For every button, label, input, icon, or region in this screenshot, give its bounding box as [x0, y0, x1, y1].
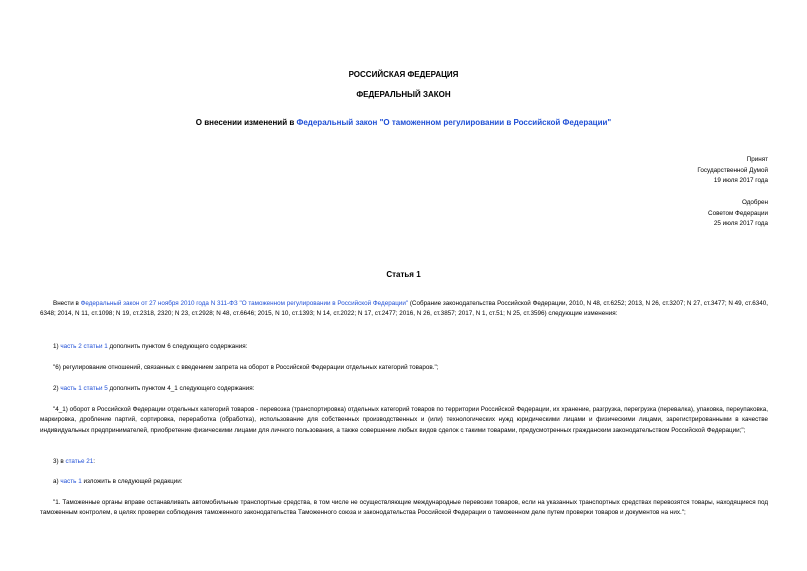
item2-link[interactable]: часть 1 статьи 5 [60, 385, 108, 392]
accepted-line3: 19 июля 2017 года [713, 177, 768, 184]
accepted-line2: Государственной Думой [697, 166, 768, 174]
item1-prefix: 1) [53, 343, 61, 350]
item1-rest: дополнить пунктом 6 следующего содержания: [107, 343, 248, 350]
doc-type-heading: ФЕДЕРАЛЬНЫЙ ЗАКОН [356, 90, 451, 99]
item1-link[interactable]: часть 2 статьи 1 [60, 343, 108, 350]
item-2 [40, 384, 768, 394]
item3a-link[interactable]: часть 1 [60, 478, 82, 485]
item-2-quote: "4_1) оборот в Российской Федерации отдельных категорий товаров - перевозка (транспортировка) отдельных категорий товаров по территории Российской Федерации, их хранение, разгрузка, перегрузка (перевалка), упаковка, переупаковка, маркировка, дробление партий, сортировка, переработка (обработка), использование для собственных производственных и (или) технологических нужд юридическими лицами и физическими лицами, зарегистрированными в качестве индивидуальных предпринимателей, приобретение физическими лицами для личного пользования, а также совершение любых видов сделок с такими товарами, предусмотренных гражданским законодательством Российской Федерации;"; [40, 406, 768, 434]
law-title-link[interactable]: Федеральный закон "О таможенном регулировании в Российской Федерации" [296, 118, 612, 127]
approved-block [708, 198, 768, 230]
item3a-rest: изложить в следующей редакции: [81, 478, 183, 485]
law-title-prefix: О внесении изменений в [195, 118, 297, 127]
country-heading: РОССИЙСКАЯ ФЕДЕРАЦИЯ [348, 70, 459, 79]
item-3a [40, 477, 768, 487]
item-1 [40, 342, 768, 352]
item-3a-quote: "1. Таможенные органы вправе останавливать автомобильные транспортные средства, в том числе не осуществляющие международные перевозки товаров, если на указанных транспортных средствах перевозятся товары, находящиеся под таможенным контролем, в целях проверки соблюдения таможенного законодательства Таможенного союза и законодательства Российской Федерации о таможенном деле путем проверки товаров и документов на них."; [40, 499, 768, 517]
article-intro [40, 299, 768, 320]
approved-line1: Одобрен [741, 199, 768, 206]
intro-prefix: Внести в [53, 300, 81, 307]
item3a-prefix: а) [53, 478, 61, 485]
item-3 [40, 457, 768, 467]
item3-prefix: 3) в [53, 458, 66, 465]
intro-link[interactable]: Федеральный закон от 27 ноября 2010 года N 311-ФЗ "О таможенном регулировании в Российской Федерации" [80, 300, 409, 307]
item2-rest: дополнить пунктом 4_1 следующего содержания: [107, 385, 255, 392]
item2-prefix: 2) [53, 385, 61, 392]
accepted-block [697, 155, 768, 187]
intro-rest: (Собрание законодательства Российской Федерации, 2010, N 48, ст.6252; 2013, N 26, ст.3207; N 27, ст.3477; N 49, ст.6340, 6348; 2014, N 11, ст.1098; N 19, ст.2318, 2320; N 23, ст.2928; N 48, ст.6646; 2015, N 10, ст.1393; N 14, ст.2022; N 17, ст.2477; 2016, N 26, ст.3857; 2017, N 1, ст.51; N 25, ст.3596) следующие изменения: [40, 300, 768, 318]
approved-line2: Советом Федерации [708, 209, 768, 217]
item3-rest: : [93, 458, 95, 465]
accepted-line1: Принят [746, 156, 768, 163]
law-title [0, 118, 807, 127]
item-1-quote: "6) регулирование отношений, связанных с введением запрета на оборот в Российской Федерации отдельных категорий товаров."; [53, 364, 439, 371]
item3-link[interactable]: статье 21 [65, 458, 94, 465]
article-title: Статья 1 [386, 270, 421, 279]
approved-line3: 25 июля 2017 года [713, 220, 768, 227]
